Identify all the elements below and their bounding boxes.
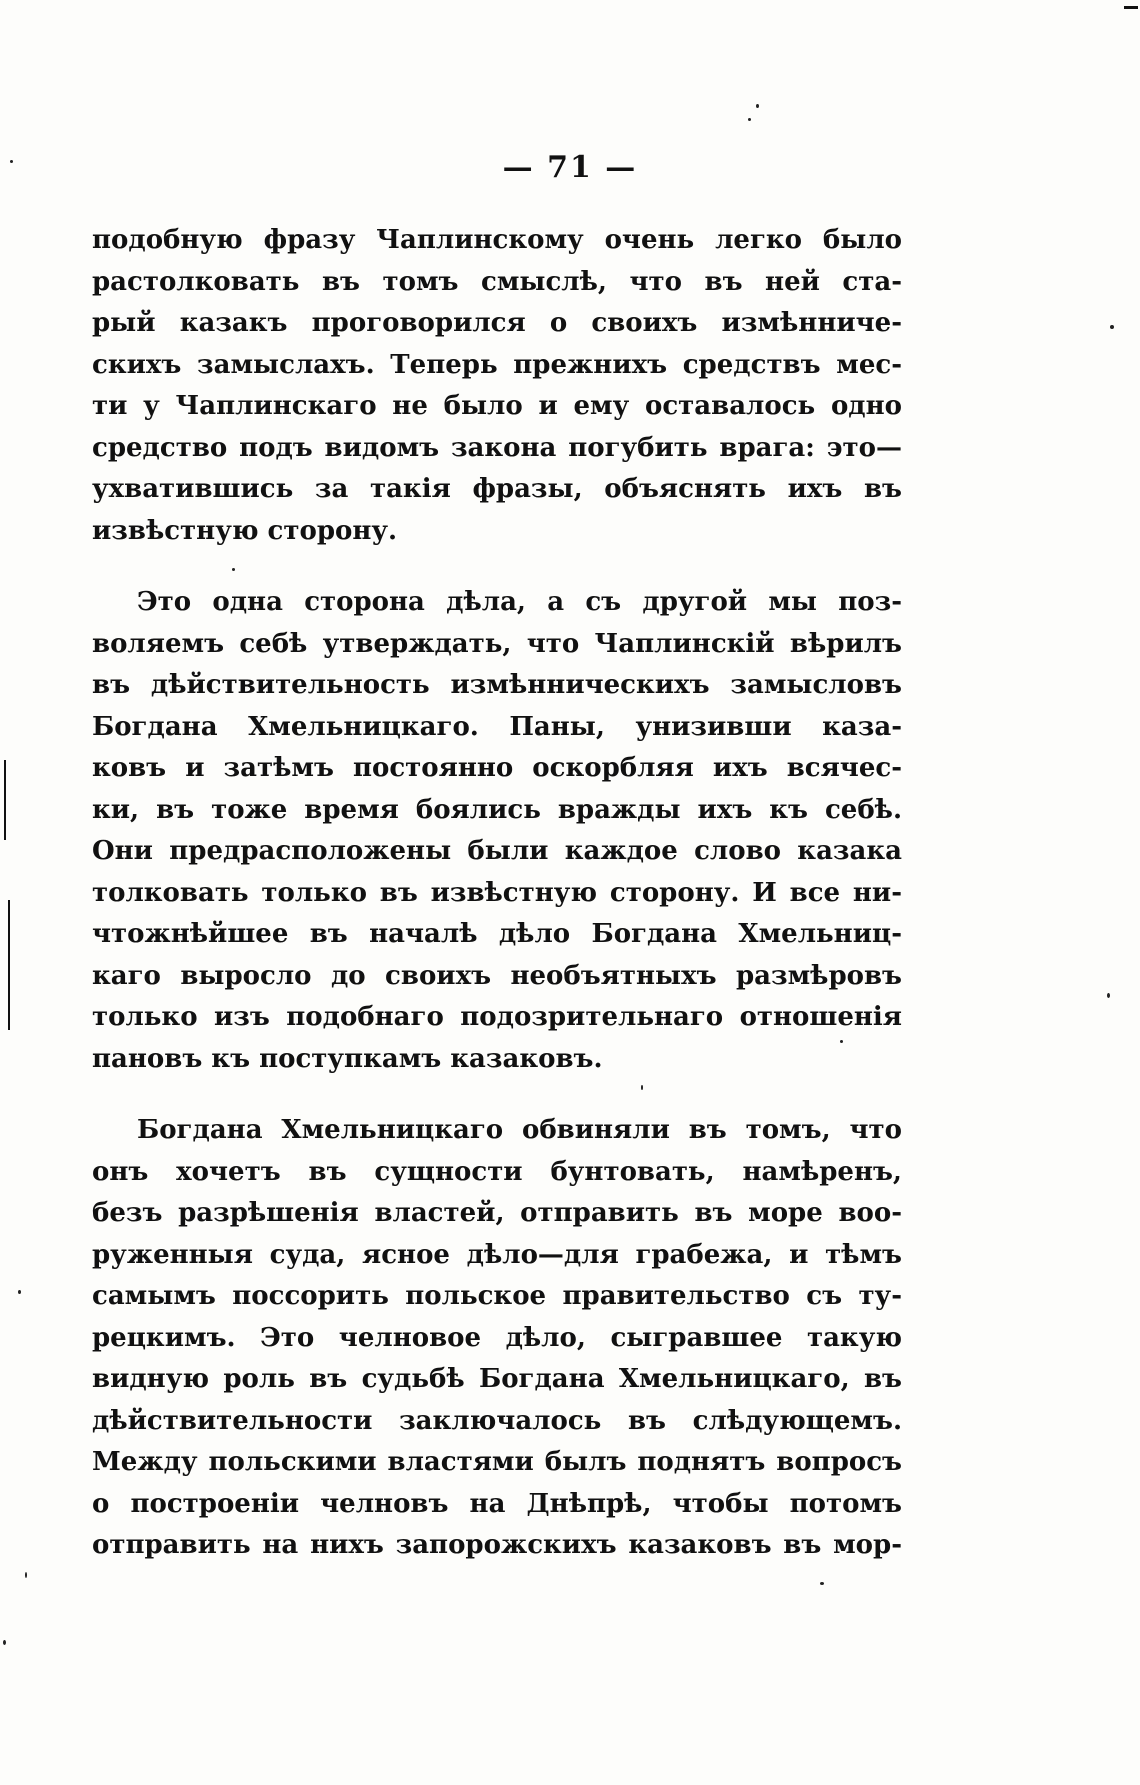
page-number: — 71 — (502, 150, 638, 185)
scan-speck (10, 160, 13, 163)
text-line: Это одна сторона дѣла, а съ другой мы поз- (137, 587, 902, 617)
scan-speck (1107, 993, 1110, 998)
text-line: подобную фразу Чаплинскому очень легко было (92, 225, 902, 255)
text-line: Богдана Хмельницкаго. Паны, унизивши каза- (92, 711, 902, 742)
text-line: Между польскими властями былъ поднятъ вопросъ (92, 1447, 902, 1477)
text-line: пановъ къ поступкамъ казаковъ. (92, 1043, 603, 1074)
scan-speck (232, 568, 235, 571)
text-line: видную роль въ судьбѣ Богдана Хмельницкаго, въ (92, 1364, 902, 1394)
text-line: извѣстную сторону. (92, 515, 398, 546)
text-line: только изъ подобнаго подозрительнаго отношенія (92, 1002, 902, 1032)
text-line: растолковать въ томъ смыслѣ, что въ ней ста- (92, 266, 902, 297)
text-line: ти у Чаплинскаго не было и ему оставалось одно (92, 391, 902, 421)
text-line: толковать только въ извѣстную сторону. И все ни- (92, 877, 902, 908)
text-line: безъ разрѣшенія властей, отправить въ море воо- (92, 1198, 902, 1228)
scan-edge-mark (4, 760, 6, 840)
text-line: рецкимъ. Это челновое дѣло, сыгравшее такую (92, 1322, 902, 1353)
text-line: средство подъ видомъ закона погубить врага: это— (92, 432, 902, 463)
text-line: Они предрасположены были каждое слово казака (92, 836, 902, 866)
text-line: ковъ и затѣмъ постоянно оскорбляя ихъ всячес- (92, 753, 902, 783)
paragraph-3 (92, 1110, 902, 1567)
paragraph-2 (92, 582, 902, 1080)
text-line: дѣйствительности заключалось въ слѣдующемъ. (92, 1405, 902, 1436)
scan-speck (25, 1572, 27, 1578)
text-line: въ дѣйствительность измѣнническихъ замысловъ (92, 670, 902, 700)
scan-edge-mark (8, 900, 10, 1030)
text-line: ки, въ тоже время боялись вражды ихъ къ себѣ. (92, 794, 902, 825)
text-line: скихъ замыслахъ. Теперь прежнихъ средствъ мес- (92, 349, 902, 380)
text-line: рый казакъ проговорился о своихъ измѣнниче- (92, 308, 902, 338)
text-line: чтожнѣйшее въ началѣ дѣло Богдана Хмельниц- (92, 919, 902, 949)
text-line: ухватившись за такія фразы, объяснять ихъ въ (92, 474, 902, 504)
text-line: воляемъ себѣ утверждать, что Чаплинскій вѣрилъ (92, 628, 902, 659)
text-line: самымъ поссорить польское правительство съ ту- (92, 1281, 902, 1311)
text-line: о построеніи челновъ на Днѣпрѣ, чтобы потомъ (92, 1488, 902, 1519)
scan-speck (756, 104, 759, 108)
scan-edge-mark (1124, 6, 1138, 9)
text-line: Богдана Хмельницкаго обвиняли въ томъ, что (137, 1115, 902, 1145)
scan-speck (1110, 325, 1114, 329)
scan-speck (18, 1290, 21, 1294)
scan-speck (641, 1085, 643, 1090)
scan-speck (820, 1582, 824, 1585)
scan-speck (748, 118, 751, 121)
text-line: каго выросло до своихъ необъятныхъ размѣровъ (92, 960, 902, 991)
scan-speck (3, 1640, 6, 1645)
scan-speck (840, 1040, 843, 1043)
paragraph-1 (92, 220, 902, 552)
text-line: отправить на нихъ запорожскихъ казаковъ въ мор- (92, 1530, 902, 1560)
body-text (92, 220, 902, 1597)
text-line: онъ хочетъ въ сущности бунтовать, намѣренъ, (92, 1156, 902, 1187)
text-line: руженныя суда, ясное дѣло—для грабежа, и тѣмъ (92, 1239, 902, 1270)
